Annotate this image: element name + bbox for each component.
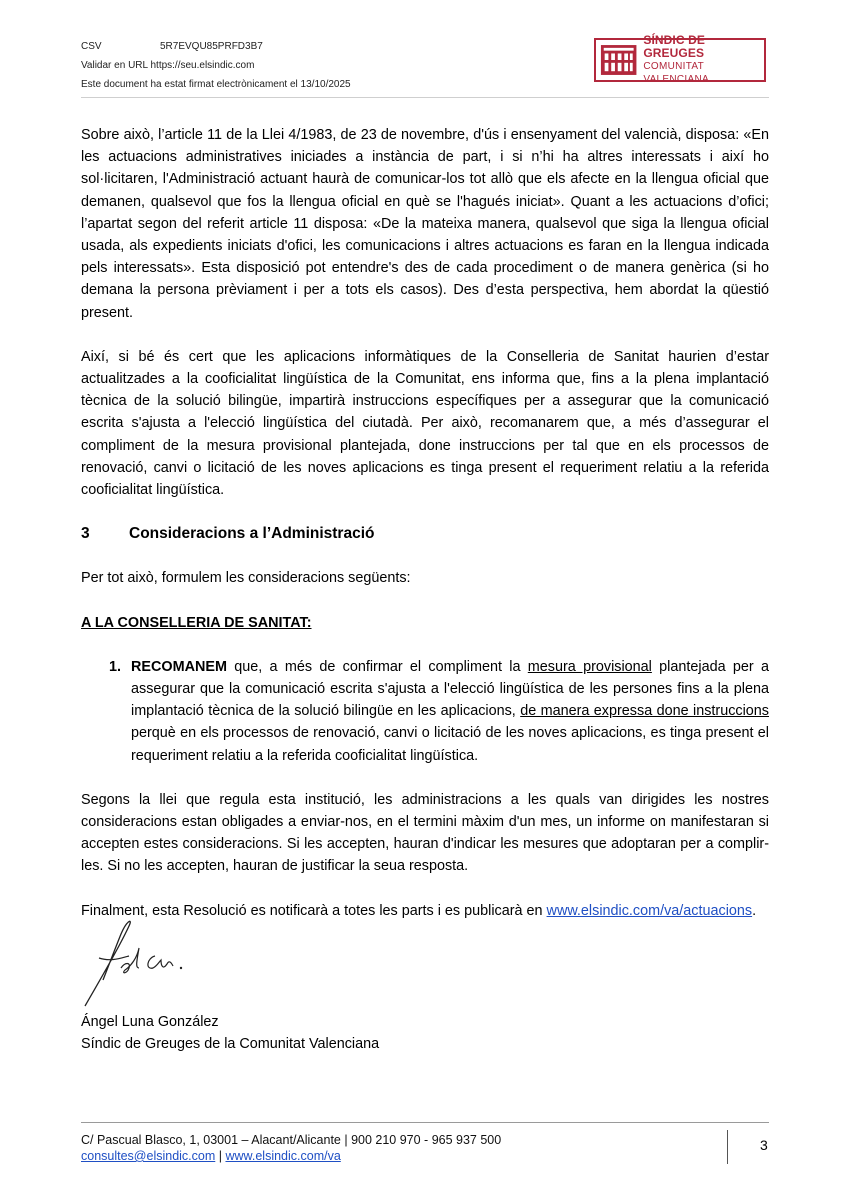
section-title: Consideracions a l’Administració: [129, 525, 375, 543]
recommendation-text: RECOMANEM que, a més de confirmar el compliment la mesura provisional plantejada per a assegurar que la comunicació escrita s'ajusta a l'elecció lingüística de les persones fins a la plena implantació tècnica de la solució bilingüe en les aplicacions, de manera expressa done instruccions perquè en els processos de renovació, canvi o licitació de les noves aplicacions, es tinga present el requeriment relatiu a la referida cooficialitat lingüística.: [131, 658, 769, 764]
footer-separator: [727, 1130, 728, 1164]
building-icon: [600, 43, 637, 77]
signatory-name: Ángel Luna González: [81, 1014, 219, 1030]
section-heading: [81, 523, 769, 545]
recommendation-keyword: RECOMANEM: [131, 658, 227, 675]
underlined-express-instructions: de manera expressa done instruccions: [520, 703, 769, 720]
paragraph-publication: Finalment, esta Resolució es notificarà a totes les parts i es publicarà en www.elsindic.com/va/actuacions.: [81, 902, 757, 919]
logo-subtitle: COMUNITAT VALENCIANA: [643, 61, 709, 85]
underlined-provisional-measure: mesura provisional: [527, 658, 652, 675]
paragraph-legal-obligation: Segons la llei que regula esta institució, les administracions a les quals van dirigides les nostres consideracions estan obligades a enviar-nos, en el termini màxim d'un mes, un informe on manifestaran si accepten estes consideracions. Si les accepten, hauran d'indicar les mesures que adoptaran per a complir-les. Si no les accepten, hauran de justificar la seua resposta.: [81, 791, 769, 875]
footer-address: C/ Pascual Blasco, 1, 03001 – Alacant/Alicante | 900 210 970 - 965 937 500: [81, 1133, 502, 1147]
csv-label: CSV: [81, 41, 102, 52]
handwritten-signature: [81, 918, 201, 1010]
recommendation-number: 1.: [108, 658, 121, 675]
section-number: 3: [81, 525, 90, 543]
header-divider: [81, 97, 769, 98]
paragraph-applications: Així, si bé és cert que les aplicacions informàtiques de la Conselleria de Sanitat haurien d’estar actualitzades a la cooficialitat lingüística de la Comunitat, ens informa que, fins a la plena implantació tècnica de la solució bilingüe, impartirà instruccions específiques per a assegurar que la comunicació escrita s'ajusta a l'elecció lingüística del ciutadà. Per això, recomanarem que, a més d’assegurar el compliment de la mesura provisional plantejada, done instruccions per tal que en els processos de renovació, canvi o licitació de les noves aplicacions es tinga present el requeriment relatiu a la referida cooficialitat lingüística.: [81, 348, 769, 499]
sindic-logo: [594, 33, 766, 85]
signatory-role: Síndic de Greuges de la Comunitat Valenciana: [81, 1036, 380, 1052]
document-body: [81, 124, 769, 922]
page-number: 3: [760, 1137, 768, 1153]
footer-divider: [81, 1122, 769, 1123]
logo-title: SÍNDIC DE GREUGES: [643, 33, 705, 60]
signatory: [81, 1011, 379, 1055]
csv-code: 5R7EVQU85PRFD3B7: [160, 41, 263, 52]
validate-url-text: Validar en URL https://seu.elsindic.com: [81, 60, 255, 71]
footer: C/ Pascual Blasco, 1, 03001 – Alacant/Alicante | 900 210 970 - 965 937 500 consultes@elsindic.com | www.elsindic.com/va: [81, 1133, 502, 1163]
recommendation-item: [81, 656, 769, 767]
actuacions-link[interactable]: www.elsindic.com/va/actuacions: [546, 902, 753, 919]
footer-email-link[interactable]: consultes@elsindic.com: [81, 1149, 216, 1163]
header-meta: [81, 37, 351, 94]
addressee-heading: A LA CONSELLERIA DE SANITAT:: [81, 614, 312, 631]
paragraph-intro-considerations: Per tot això, formulem les consideracions següents:: [81, 570, 411, 587]
footer-web-link[interactable]: www.elsindic.com/va: [225, 1149, 341, 1163]
paragraph-article-11: Sobre això, l’article 11 de la Llei 4/1983, de 23 de novembre, d'ús i ensenyament del valencià, disposa: «En les actuacions administratives iniciades a instància de part, i si n’hi ha altres interessats i així ho sol·licitaren, l'Administració actuant haurà de comunicar-los tot allò que els afecte en la llengua oficial que demanen, qualsevol que fos la llengua oficial en què se l'hagués iniciat». Quant a les actuacions d’ofici; l’apartat segon del referit article 11 disposa: «De la mateixa manera, qualsevol que siga la llengua oficial usada, als expedients iniciats d'ofici, les comunicacions i altres actuacions es faran en la llengua indicada pels interessats». Esta disposició pot entendre's des de cada procediment o de manera genèrica (si ho demana la persona prèviament i per a tots els casos). Des d’esta perspectiva, hem abordat la qüestió present.: [81, 127, 769, 321]
signed-date-text: Este document ha estat firmat electrònicament el 13/10/2025: [81, 79, 351, 90]
